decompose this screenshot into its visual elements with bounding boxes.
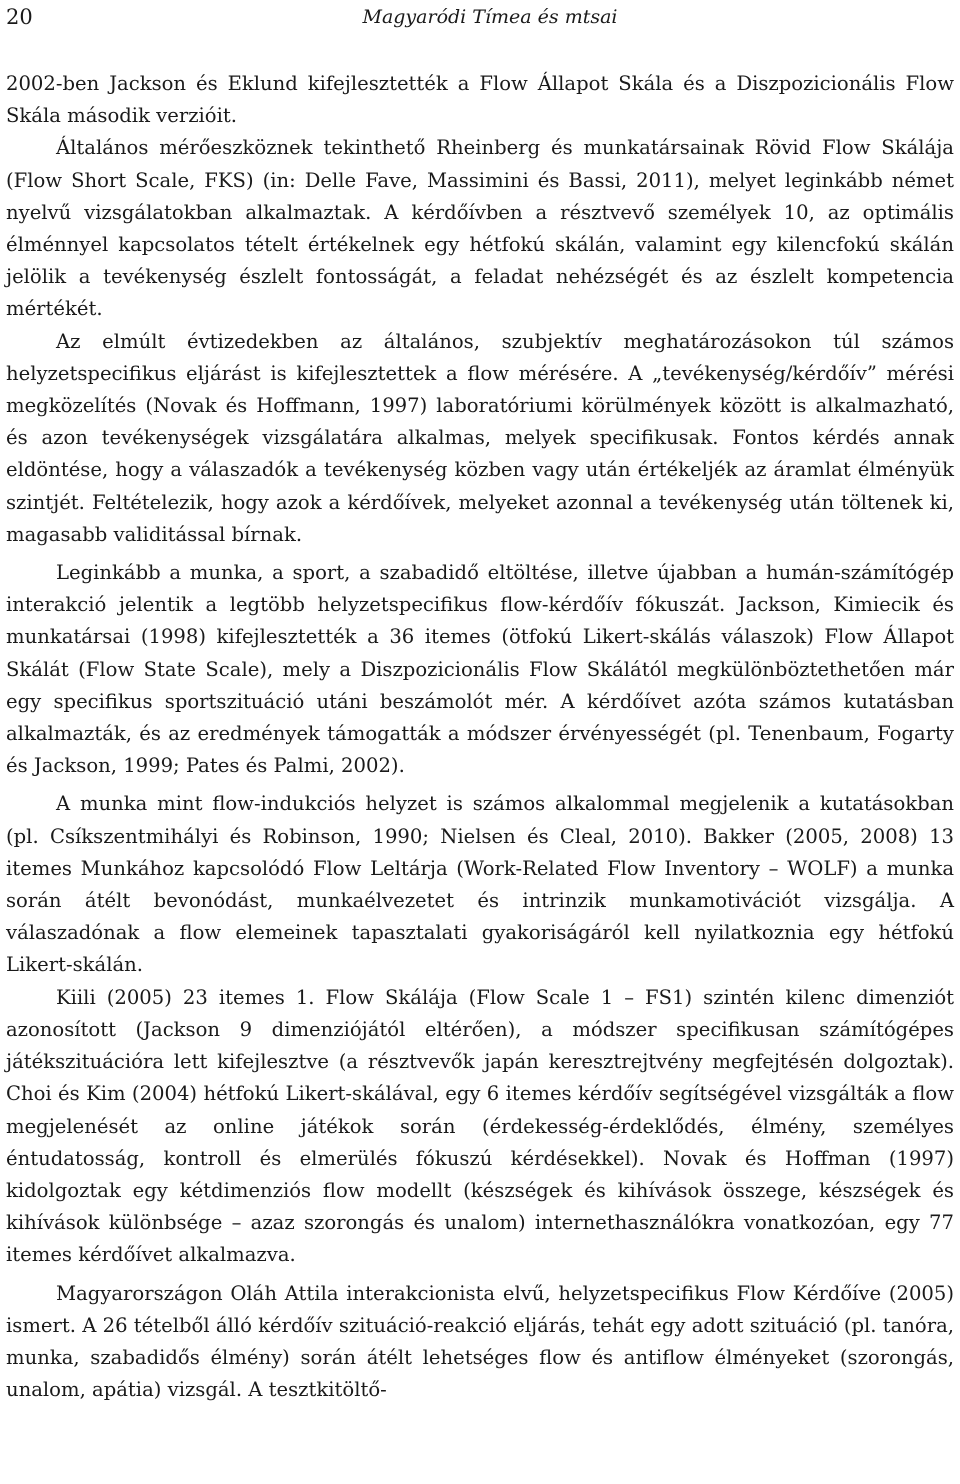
body-text: [6, 68, 954, 1406]
paragraph: 2002-ben Jackson és Eklund kifejlesztették a Flow Állapot Skála és a Diszpozicionális Flow Skála második verzióit.: [6, 72, 954, 128]
paragraph: Leginkább a munka, a sport, a szabadidő eltöltése, illetve újabban a humán-számítógép interakció jelentik a legtöbb helyzetspecifikus flow-kérdőív fókuszát. Jackson, Kimiecik és munkatársai (1998) kifejlesztették a 36 itemes (ötfokú Likert-skálás válaszok) Flow Állapot Skálát (Flow State Scale), mely a Diszpozicionális Flow Skálától megkülönböztethetően már egy specifikus sportszituáció utáni beszámolót mér. A kérdőívet azóta számos kutatásban alkalmazták, és az eredmények támogatták a módszer érvényességét (pl. Tenenbaum, Fogarty és Jackson, 1999; Pates és Palmi, 2002).: [6, 561, 954, 778]
paragraph: Általános mérőeszköznek tekinthető Rheinberg és munkatársainak Rövid Flow Skálája (Flow Short Scale, FKS) (in: Delle Fave, Massimini és Bassi, 2011), melyet leginkább német nyelvű vizsgálatokban alkalmaztak. A kérdőívben a résztvevő személyek 10, az optimális élménnyel kapcsolatos tételt értékelnek egy hétfokú skálán, valamint egy kilencfokú skálán jelölik a tevékenység észlelt fontosságát, a feladat nehézségét és az észlelt kompetencia mértékét.: [6, 136, 954, 321]
paragraph: A munka mint flow-indukciós helyzet is számos alkalommal megjelenik a kutatásokban (pl. Csíkszentmihályi és Robinson, 1990; Nielsen és Cleal, 2010). Bakker (2005, 2008) 13 itemes Munkához kapcsolódó Flow Leltárja (Work-Related Flow Inventory – WOLF) a munka során átélt bevonódást, munkaélvezetet és intrinzik munkamotivációt vizsgálja. A válaszadónak a flow elemeinek tapasztalati gyakoriságáról kell nyilatkoznia egy hétfokú Likert-skálán.: [6, 792, 954, 977]
running-title: Magyaródi Tímea és mtsai: [362, 6, 618, 28]
paragraph: Az elmúlt évtizedekben az általános, szubjektív meghatározásokon túl számos helyzetspecifikus eljárást is kifejlesztettek a flow mérésére. A „tevékenység/kérdőív” mérési megközelítés (Novak és Hoffmann, 1997) laboratóriumi körülmények között is alkalmazható, és azon tevékenységek vizsgálatára alkalmas, melyek specifikusak. Fontos kérdés annak eldöntése, hogy a válaszadók a tevékenység közben vagy után értékeljék az áramlat élményük szintjét. Feltételezik, hogy azok a kérdőívek, melyeket azonnal a tevékenység után töltenek ki, magasabb validitással bírnak.: [6, 329, 954, 546]
page-number: 20: [6, 5, 33, 29]
paragraph: Kiili (2005) 23 itemes 1. Flow Skálája (Flow Scale 1 – FS1) szintén kilenc dimenziót azonosított (Jackson 9 dimenziójától eltérően), a módszer specifikusan számítógépes játékszituációra lett kifejlesztve (a résztvevők japán keresztrejtvény megfejtésén dolgoztak). Choi és Kim (2004) hétfokú Likert-skálával, egy 6 itemes kérdőív segítségével vizsgálták a flow megjelenését az online játékok során (érdekesség-érdeklődés, élmény, személyes éntudatosság, kontroll és elmerülés fókuszú kérdésekkel). Novak és Hoffman (1997) kidolgoztak egy kétdimenziós flow modellt (készségek és kihívások összege, készségek és kihívások különbsége – azaz szorongás és unalom) internethasználókra vonatkozóan, egy 77 itemes kérdőívet alkalmazva.: [6, 985, 954, 1267]
page-header: [6, 2, 954, 32]
paragraph: Magyarországon Oláh Attila interakcionista elvű, helyzetspecifikus Flow Kérdőíve (2005) ismert. A 26 tételből álló kérdőív szituáció-reakció eljárás, tehát egy adott szituáció (pl. tanóra, munka, szabadidős élmény) során átélt lehetséges flow és antiflow élményeket (szorongás, unalom, apátia) vizsgál. A tesztkitöltő-: [6, 1281, 954, 1402]
